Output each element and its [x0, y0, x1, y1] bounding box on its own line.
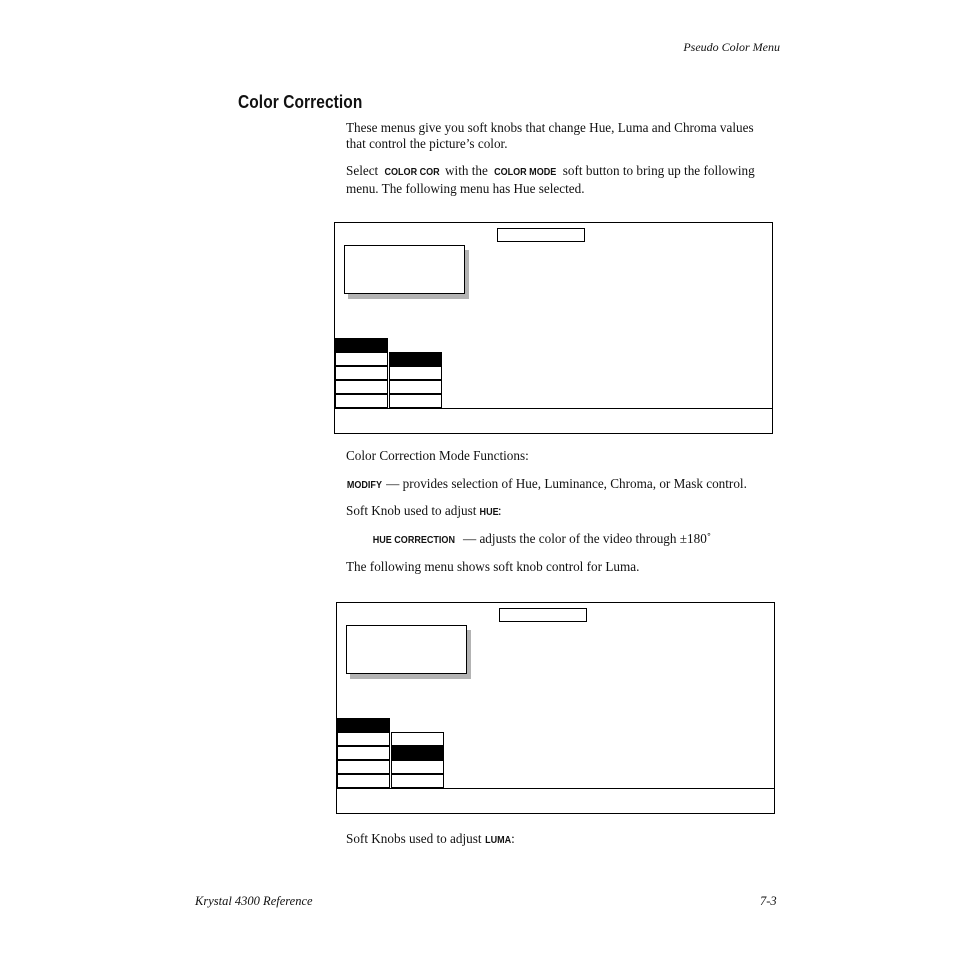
section-title: Color Correction — [238, 92, 363, 112]
soft-button-left-4[interactable] — [335, 380, 388, 394]
text: Soft Knobs used to adjust — [346, 831, 485, 846]
soft-button-left-2[interactable] — [335, 352, 388, 366]
soft-button-right-2[interactable] — [391, 746, 444, 760]
hue-knob-intro — [346, 503, 502, 521]
text: : — [511, 831, 515, 846]
soft-button-right-1[interactable] — [391, 732, 444, 746]
intro-paragraph-1: These menus give you soft knobs that change Hue, Luma and Chroma values that control the picture’s color. — [346, 120, 754, 151]
soft-button-right-4[interactable] — [391, 774, 444, 788]
intro-paragraph-2 — [346, 163, 786, 196]
text: with the — [441, 163, 492, 178]
soft-button-left-1[interactable] — [335, 338, 388, 352]
soft-button-left-5[interactable] — [337, 774, 390, 788]
soft-button-left-3[interactable] — [335, 366, 388, 380]
luma-knob-intro — [346, 831, 515, 849]
soft-button-left-2[interactable] — [337, 732, 390, 746]
keyword-hue: HUE — [479, 506, 499, 518]
modify-description — [346, 476, 806, 494]
keyword-color-mode: COLOR MODE — [494, 166, 557, 178]
keyword-luma: LUMA — [484, 834, 512, 846]
soft-button-left-1[interactable] — [337, 718, 390, 732]
footer-book-title: Krystal 4300 Reference — [195, 894, 313, 908]
soft-button-right-3[interactable] — [391, 760, 444, 774]
text: — provides selection of Hue, Luminance, Chroma, or Mask control. — [382, 476, 747, 491]
footer-page-number: 7-3 — [760, 894, 777, 908]
running-head: Pseudo Color Menu — [683, 40, 780, 54]
functions-heading: Color Correction Mode Functions: — [346, 448, 529, 463]
display-panel — [344, 245, 465, 294]
hue-correction-description — [368, 531, 788, 549]
keyword-modify: MODIFY — [346, 479, 382, 491]
keyword-color-cor: COLOR COR — [384, 166, 440, 178]
soft-button-right-3[interactable] — [389, 380, 442, 394]
soft-button-right-4[interactable] — [389, 394, 442, 408]
text: — adjusts the color of the video through ±180˚ — [459, 531, 712, 546]
status-bar — [335, 408, 772, 409]
soft-button-right-2[interactable] — [389, 366, 442, 380]
text: : — [497, 503, 502, 518]
hue-menu-diagram — [334, 222, 773, 434]
text: soft button to bring up the following menu. The following menu has Hue selected. — [346, 163, 755, 196]
display-panel — [346, 625, 467, 674]
soft-button-left-4[interactable] — [337, 760, 390, 774]
menu-title-box — [499, 608, 587, 622]
luma-menu-intro: The following menu shows soft knob control for Luma. — [346, 559, 640, 574]
text: Select — [346, 163, 382, 178]
soft-button-left-5[interactable] — [335, 394, 388, 408]
status-bar — [337, 788, 774, 789]
keyword-hue-correction: HUE CORRECTION — [372, 534, 455, 546]
menu-title-box — [497, 228, 585, 242]
soft-button-left-3[interactable] — [337, 746, 390, 760]
luma-menu-diagram — [336, 602, 775, 814]
text: Soft Knob used to adjust — [346, 503, 480, 518]
soft-button-right-1[interactable] — [389, 352, 442, 366]
